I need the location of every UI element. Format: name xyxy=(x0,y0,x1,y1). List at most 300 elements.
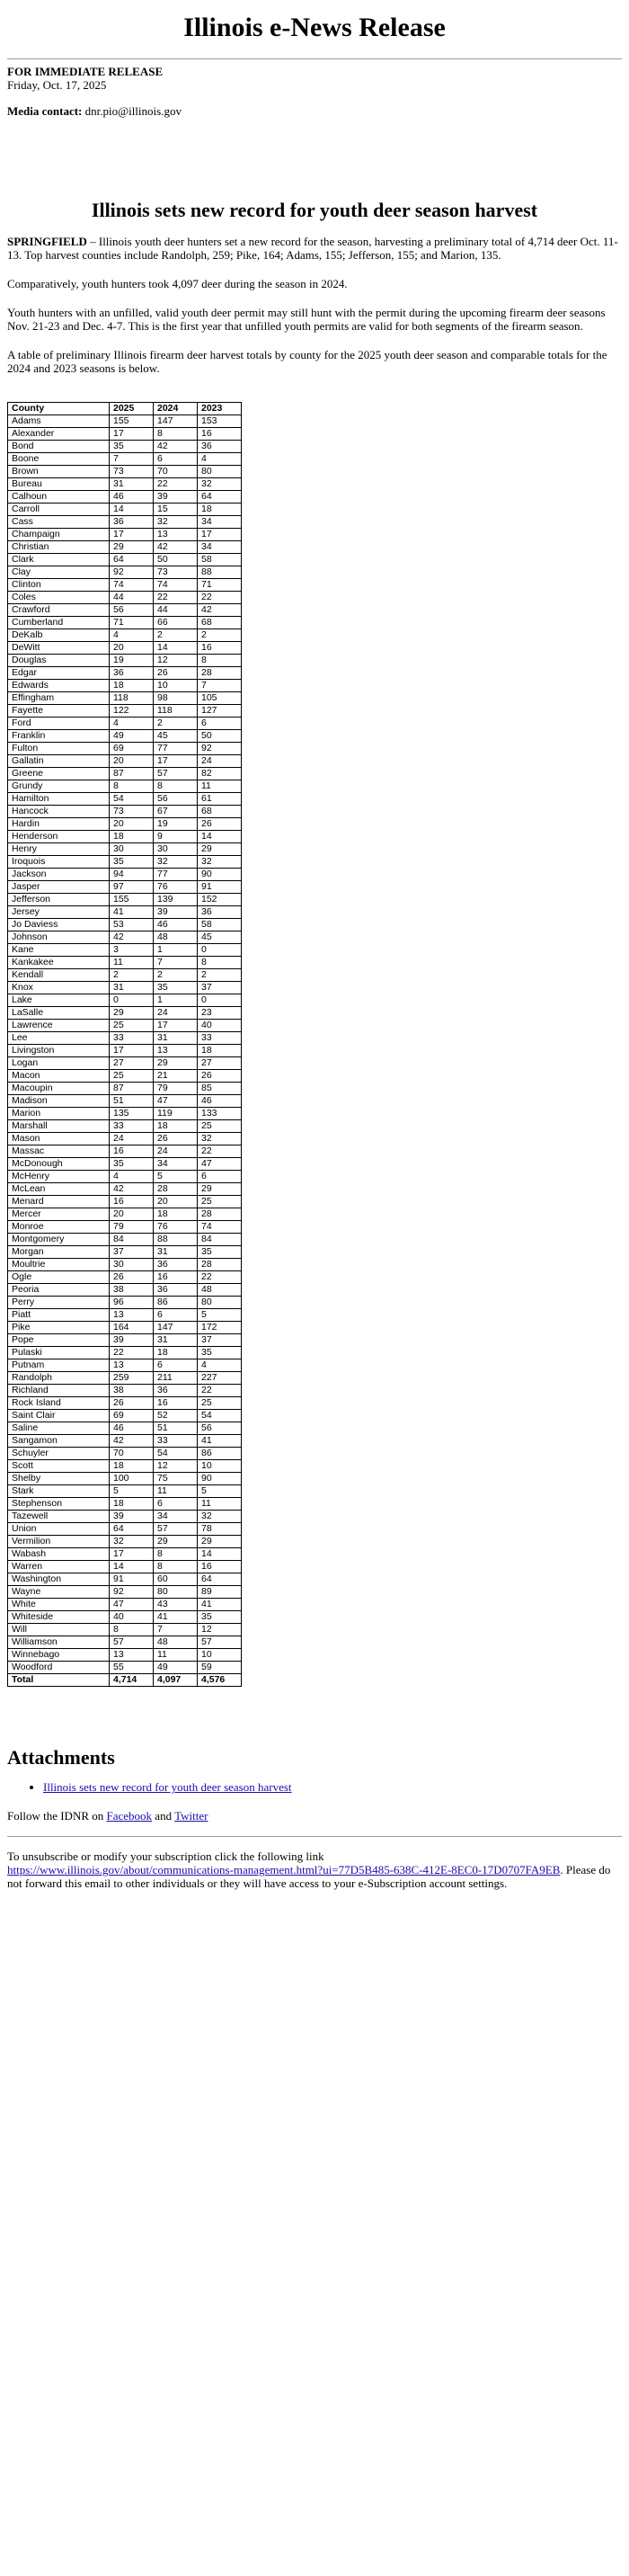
table-row xyxy=(8,894,242,906)
harvest-2025-cell: 18 xyxy=(110,831,154,843)
harvest-2023-cell: 29 xyxy=(198,843,242,856)
table-row xyxy=(8,1183,242,1196)
table-row xyxy=(8,655,242,667)
table-row xyxy=(8,1045,242,1057)
harvest-2024-cell: 13 xyxy=(154,529,198,541)
table-row xyxy=(8,1020,242,1032)
harvest-2024-cell: 33 xyxy=(154,1435,198,1448)
harvest-2024-cell: 119 xyxy=(154,1108,198,1120)
harvest-2024-cell: 1 xyxy=(154,944,198,957)
harvest-2025-cell: 8 xyxy=(110,780,154,793)
harvest-2023-cell: 25 xyxy=(198,1397,242,1410)
masthead-divider xyxy=(7,58,622,59)
county-cell: Union xyxy=(8,1523,110,1536)
harvest-2023-cell: 48 xyxy=(198,1284,242,1297)
table-row xyxy=(8,982,242,994)
harvest-2024-cell: 14 xyxy=(154,642,198,655)
harvest-2023-cell: 90 xyxy=(198,869,242,881)
table-row xyxy=(8,1385,242,1397)
harvest-2024-cell: 2 xyxy=(154,629,198,642)
county-cell: Scott xyxy=(8,1460,110,1473)
table-row xyxy=(8,642,242,655)
harvest-2024-cell: 2 xyxy=(154,718,198,730)
harvest-2025-cell: 19 xyxy=(110,655,154,667)
table-row xyxy=(8,1548,242,1561)
harvest-2023-cell: 82 xyxy=(198,768,242,780)
harvest-2025-cell: 17 xyxy=(110,529,154,541)
harvest-2024-cell: 43 xyxy=(154,1599,198,1611)
table-row xyxy=(8,1372,242,1385)
header-2024: 2024 xyxy=(154,403,198,415)
table-row xyxy=(8,768,242,780)
county-cell: Carroll xyxy=(8,504,110,516)
harvest-2023-cell: 34 xyxy=(198,516,242,529)
table-row xyxy=(8,957,242,969)
harvest-2024-cell: 16 xyxy=(154,1271,198,1284)
table-row xyxy=(8,780,242,793)
table-row xyxy=(8,516,242,529)
table-row xyxy=(8,529,242,541)
harvest-2025-cell: 87 xyxy=(110,768,154,780)
county-cell: Douglas xyxy=(8,655,110,667)
harvest-2025-cell: 64 xyxy=(110,1523,154,1536)
harvest-2025-cell: 41 xyxy=(110,906,154,919)
harvest-2024-cell: 47 xyxy=(154,1095,198,1108)
harvest-2024-cell: 32 xyxy=(154,856,198,869)
county-cell: Clay xyxy=(8,566,110,579)
harvest-2024-cell: 22 xyxy=(154,478,198,491)
harvest-2025-cell: 26 xyxy=(110,1397,154,1410)
harvest-2023-cell: 227 xyxy=(198,1372,242,1385)
harvest-2024-cell: 76 xyxy=(154,1221,198,1234)
harvest-2024-cell: 12 xyxy=(154,655,198,667)
harvest-2023-cell: 37 xyxy=(198,982,242,994)
county-cell: Fayette xyxy=(8,705,110,718)
harvest-2023-cell: 28 xyxy=(198,1259,242,1271)
county-cell: Adams xyxy=(8,415,110,428)
table-row xyxy=(8,1561,242,1573)
county-cell: Mason xyxy=(8,1133,110,1145)
county-cell: McDonough xyxy=(8,1158,110,1171)
county-cell: Coles xyxy=(8,592,110,604)
table-row xyxy=(8,680,242,692)
harvest-2025-cell: 97 xyxy=(110,881,154,894)
table-row xyxy=(8,617,242,629)
harvest-2025-cell: 36 xyxy=(110,667,154,680)
harvest-2025-cell: 47 xyxy=(110,1599,154,1611)
table-row xyxy=(8,718,242,730)
harvest-2025-cell: 14 xyxy=(110,504,154,516)
harvest-2024-cell: 29 xyxy=(154,1536,198,1548)
harvest-2025-cell: 24 xyxy=(110,1133,154,1145)
harvest-2023-cell: 57 xyxy=(198,1636,242,1649)
harvest-2024-cell: 29 xyxy=(154,1057,198,1070)
harvest-2025-cell: 18 xyxy=(110,1498,154,1511)
county-cell: Shelby xyxy=(8,1473,110,1485)
harvest-2024-cell: 31 xyxy=(154,1334,198,1347)
harvest-2024-cell: 5 xyxy=(154,1171,198,1183)
harvest-2025-cell: 46 xyxy=(110,491,154,504)
harvest-2023-cell: 92 xyxy=(198,743,242,755)
harvest-2025-cell: 26 xyxy=(110,1271,154,1284)
harvest-2023-cell: 29 xyxy=(198,1183,242,1196)
harvest-2023-cell: 11 xyxy=(198,1498,242,1511)
county-cell: Clinton xyxy=(8,579,110,592)
harvest-2025-cell: 17 xyxy=(110,1045,154,1057)
harvest-2024-cell: 35 xyxy=(154,982,198,994)
harvest-2025-cell: 164 xyxy=(110,1322,154,1334)
harvest-2025-cell: 13 xyxy=(110,1649,154,1662)
table-row xyxy=(8,994,242,1007)
harvest-2023-cell: 42 xyxy=(198,604,242,617)
harvest-2025-cell: 38 xyxy=(110,1284,154,1297)
harvest-2024-cell: 24 xyxy=(154,1145,198,1158)
county-cell: Richland xyxy=(8,1385,110,1397)
county-cell: Kane xyxy=(8,944,110,957)
harvest-2024-cell: 57 xyxy=(154,768,198,780)
table-row xyxy=(8,1649,242,1662)
harvest-2024-cell: 39 xyxy=(154,491,198,504)
table-row xyxy=(8,1322,242,1334)
county-cell: Monroe xyxy=(8,1221,110,1234)
county-cell: Hardin xyxy=(8,818,110,831)
harvest-2023-cell: 6 xyxy=(198,718,242,730)
harvest-2024-cell: 57 xyxy=(154,1523,198,1536)
harvest-2023-cell: 34 xyxy=(198,541,242,554)
county-cell: Livingston xyxy=(8,1045,110,1057)
harvest-2023-cell: 28 xyxy=(198,667,242,680)
harvest-2024-cell: 6 xyxy=(154,1359,198,1372)
harvest-2023-cell: 36 xyxy=(198,441,242,453)
county-cell: Henderson xyxy=(8,831,110,843)
table-row xyxy=(8,1422,242,1435)
harvest-2025-cell: 33 xyxy=(110,1032,154,1045)
harvest-2024-cell: 30 xyxy=(154,843,198,856)
harvest-2024-cell: 18 xyxy=(154,1347,198,1359)
harvest-2023-cell: 32 xyxy=(198,1133,242,1145)
harvest-2023-cell: 16 xyxy=(198,1561,242,1573)
paragraph-2: Comparatively, youth hunters took 4,097 deer during the season in 2024. xyxy=(7,277,348,291)
harvest-2025-cell: 4 xyxy=(110,629,154,642)
follow-and: and xyxy=(152,1809,175,1823)
harvest-2023-cell: 26 xyxy=(198,1070,242,1083)
harvest-2023-cell: 64 xyxy=(198,491,242,504)
harvest-2025-cell: 25 xyxy=(110,1070,154,1083)
county-cell: Gallatin xyxy=(8,755,110,768)
paragraph-4: A table of preliminary Illinois firearm deer harvest totals by county for the 2025 youth deer season and comparable totals for the 2024 and 2023 seasons is below. xyxy=(7,348,607,376)
table-row xyxy=(8,491,242,504)
table-row xyxy=(8,1246,242,1259)
harvest-2025-cell: 32 xyxy=(110,1536,154,1548)
attachment-link[interactable]: Illinois sets new record for youth deer season harvest xyxy=(43,1780,292,1795)
county-cell: Peoria xyxy=(8,1284,110,1297)
harvest-2023-cell: 23 xyxy=(198,1007,242,1020)
county-cell: Rock Island xyxy=(8,1397,110,1410)
table-row xyxy=(8,755,242,768)
harvest-2023-cell: 61 xyxy=(198,793,242,806)
table-row xyxy=(8,1032,242,1045)
table-row xyxy=(8,1284,242,1297)
table-row xyxy=(8,1586,242,1599)
harvest-2025-cell: 96 xyxy=(110,1297,154,1309)
table-row xyxy=(8,881,242,894)
harvest-2023-cell: 86 xyxy=(198,1448,242,1460)
harvest-2025-cell: 38 xyxy=(110,1385,154,1397)
harvest-2023-cell: 80 xyxy=(198,1297,242,1309)
header-county: County xyxy=(8,403,110,415)
harvest-2024-cell: 20 xyxy=(154,1196,198,1208)
table-row xyxy=(8,1662,242,1674)
harvest-2023-cell: 33 xyxy=(198,1032,242,1045)
release-label: FOR IMMEDIATE RELEASE xyxy=(7,65,164,78)
table-row xyxy=(8,592,242,604)
county-cell: Alexander xyxy=(8,428,110,441)
harvest-2023-cell: 133 xyxy=(198,1108,242,1120)
harvest-2025-cell: 20 xyxy=(110,755,154,768)
county-cell: Jasper xyxy=(8,881,110,894)
county-cell: Lawrence xyxy=(8,1020,110,1032)
table-row xyxy=(8,1347,242,1359)
county-cell: Massac xyxy=(8,1145,110,1158)
harvest-2025-cell: 30 xyxy=(110,843,154,856)
table-row xyxy=(8,1171,242,1183)
table-row xyxy=(8,1460,242,1473)
harvest-2024-cell: 9 xyxy=(154,831,198,843)
harvest-2023-cell: 71 xyxy=(198,579,242,592)
harvest-2024-cell: 147 xyxy=(154,1322,198,1334)
harvest-2023-cell: 35 xyxy=(198,1347,242,1359)
harvest-2023-cell: 74 xyxy=(198,1221,242,1234)
county-cell: Wayne xyxy=(8,1586,110,1599)
harvest-2023-cell: 8 xyxy=(198,957,242,969)
harvest-2024-cell: 24 xyxy=(154,1007,198,1020)
harvest-2023-cell: 41 xyxy=(198,1599,242,1611)
table-row xyxy=(8,831,242,843)
harvest-2023-cell: 36 xyxy=(198,906,242,919)
county-cell: Washington xyxy=(8,1573,110,1586)
harvest-2025-cell: 2 xyxy=(110,969,154,982)
table-row xyxy=(8,504,242,516)
table-row xyxy=(8,1611,242,1624)
harvest-2024-cell: 211 xyxy=(154,1372,198,1385)
harvest-2025-cell: 92 xyxy=(110,566,154,579)
county-cell: Morgan xyxy=(8,1246,110,1259)
harvest-2023-cell: 5 xyxy=(198,1309,242,1322)
harvest-2024-cell: 70 xyxy=(154,466,198,478)
harvest-2025-cell: 8 xyxy=(110,1624,154,1636)
follow-prefix: Follow the IDNR on xyxy=(7,1809,107,1823)
harvest-2023-cell: 45 xyxy=(198,931,242,944)
harvest-2025-cell: 49 xyxy=(110,730,154,743)
harvest-2023-cell: 89 xyxy=(198,1586,242,1599)
table-row xyxy=(8,1334,242,1347)
county-cell: Stephenson xyxy=(8,1498,110,1511)
county-cell: Whiteside xyxy=(8,1611,110,1624)
harvest-2023-cell: 68 xyxy=(198,806,242,818)
harvest-2024-cell: 13 xyxy=(154,1045,198,1057)
table-row xyxy=(8,667,242,680)
harvest-2024-cell: 28 xyxy=(154,1183,198,1196)
harvest-2023-cell: 29 xyxy=(198,1536,242,1548)
media-contact-label: Media contact: xyxy=(7,104,83,118)
unsubscribe-notice xyxy=(7,1850,622,1890)
harvest-2023-cell: 0 xyxy=(198,944,242,957)
table-row xyxy=(8,478,242,491)
harvest-2024-cell: 45 xyxy=(154,730,198,743)
county-cell: White xyxy=(8,1599,110,1611)
harvest-2024-cell: 6 xyxy=(154,1309,198,1322)
table-row xyxy=(8,1057,242,1070)
harvest-2024-cell: 118 xyxy=(154,705,198,718)
harvest-2025-cell: 37 xyxy=(110,1246,154,1259)
county-cell: Iroquois xyxy=(8,856,110,869)
harvest-2025-cell: 155 xyxy=(110,415,154,428)
harvest-2023-cell: 47 xyxy=(198,1158,242,1171)
table-row xyxy=(8,1309,242,1322)
facebook-link[interactable]: Facebook xyxy=(106,1809,153,1823)
harvest-2023-cell: 22 xyxy=(198,592,242,604)
unsubscribe-link[interactable]: https://www.illinois.gov/about/communications-management.html?ui=77D5B485-638C-412E-8EC0-17D0707FA9EB xyxy=(7,1863,561,1877)
table-row xyxy=(8,919,242,931)
county-cell: Marion xyxy=(8,1108,110,1120)
table-row xyxy=(8,931,242,944)
harvest-2024-cell: 79 xyxy=(154,1083,198,1095)
table-total-row xyxy=(8,1674,242,1687)
county-cell: Kendall xyxy=(8,969,110,982)
harvest-2025-cell: 20 xyxy=(110,642,154,655)
table-row xyxy=(8,579,242,592)
harvest-2024-cell: 32 xyxy=(154,516,198,529)
harvest-2024-cell: 147 xyxy=(154,415,198,428)
harvest-2024-cell: 8 xyxy=(154,428,198,441)
county-cell: Hancock xyxy=(8,806,110,818)
harvest-2024-cell: 73 xyxy=(154,566,198,579)
harvest-2024-cell: 74 xyxy=(154,579,198,592)
table-row xyxy=(8,806,242,818)
county-cell: Winnebago xyxy=(8,1649,110,1662)
county-cell: Pulaski xyxy=(8,1347,110,1359)
harvest-2023-cell: 32 xyxy=(198,856,242,869)
table-row xyxy=(8,1120,242,1133)
harvest-2023-cell: 10 xyxy=(198,1460,242,1473)
harvest-2024-cell: 34 xyxy=(154,1158,198,1171)
harvest-2024-cell: 36 xyxy=(154,1259,198,1271)
masthead-title: Illinois e-News Release xyxy=(183,13,446,42)
table-row xyxy=(8,843,242,856)
harvest-2024-cell: 88 xyxy=(154,1234,198,1246)
harvest-2023-cell: 153 xyxy=(198,415,242,428)
county-cell: DeWitt xyxy=(8,642,110,655)
harvest-2025-cell: 29 xyxy=(110,1007,154,1020)
harvest-2024-cell: 56 xyxy=(154,793,198,806)
county-cell: Perry xyxy=(8,1297,110,1309)
harvest-2023-cell: 172 xyxy=(198,1322,242,1334)
county-cell: Jo Daviess xyxy=(8,919,110,931)
harvest-2024-cell: 17 xyxy=(154,755,198,768)
harvest-2024-cell: 16 xyxy=(154,1397,198,1410)
harvest-2025-cell: 46 xyxy=(110,1422,154,1435)
harvest-2025-cell: 42 xyxy=(110,931,154,944)
harvest-2024-cell: 42 xyxy=(154,541,198,554)
harvest-2024-cell: 17 xyxy=(154,1020,198,1032)
total-label-cell: Total xyxy=(8,1674,110,1687)
total-2025-cell: 4,714 xyxy=(110,1674,154,1687)
table-row xyxy=(8,453,242,466)
harvest-2023-cell: 7 xyxy=(198,680,242,692)
harvest-2023-cell: 16 xyxy=(198,428,242,441)
harvest-2025-cell: 4 xyxy=(110,1171,154,1183)
county-cell: Macon xyxy=(8,1070,110,1083)
table-row xyxy=(8,1158,242,1171)
county-cell: Marshall xyxy=(8,1120,110,1133)
harvest-2025-cell: 87 xyxy=(110,1083,154,1095)
county-cell: Wabash xyxy=(8,1548,110,1561)
harvest-2023-cell: 14 xyxy=(198,1548,242,1561)
table-row xyxy=(8,869,242,881)
harvest-2025-cell: 11 xyxy=(110,957,154,969)
harvest-2025-cell: 51 xyxy=(110,1095,154,1108)
harvest-2024-cell: 19 xyxy=(154,818,198,831)
harvest-2023-cell: 0 xyxy=(198,994,242,1007)
harvest-2025-cell: 73 xyxy=(110,806,154,818)
unsubscribe-outro: . Please do not forward this email to other individuals or they will have access to your e-Subscription account settings. xyxy=(7,1863,611,1891)
county-cell: Hamilton xyxy=(8,793,110,806)
harvest-2024-cell: 6 xyxy=(154,1498,198,1511)
harvest-2025-cell: 20 xyxy=(110,1208,154,1221)
harvest-2025-cell: 18 xyxy=(110,680,154,692)
county-cell: Will xyxy=(8,1624,110,1636)
table-row xyxy=(8,554,242,566)
harvest-2025-cell: 35 xyxy=(110,441,154,453)
harvest-2023-cell: 14 xyxy=(198,831,242,843)
harvest-2024-cell: 7 xyxy=(154,957,198,969)
harvest-2023-cell: 91 xyxy=(198,881,242,894)
harvest-2023-cell: 11 xyxy=(198,780,242,793)
harvest-2024-cell: 12 xyxy=(154,1460,198,1473)
county-cell: Piatt xyxy=(8,1309,110,1322)
table-row xyxy=(8,1498,242,1511)
county-cell: Knox xyxy=(8,982,110,994)
harvest-2025-cell: 42 xyxy=(110,1435,154,1448)
harvest-2023-cell: 32 xyxy=(198,478,242,491)
table-row xyxy=(8,705,242,718)
harvest-2024-cell: 41 xyxy=(154,1611,198,1624)
county-cell: Franklin xyxy=(8,730,110,743)
harvest-2024-cell: 76 xyxy=(154,881,198,894)
harvest-2025-cell: 36 xyxy=(110,516,154,529)
harvest-2023-cell: 85 xyxy=(198,1083,242,1095)
paragraph-1 xyxy=(7,235,622,262)
attachments-heading: Attachments xyxy=(7,1746,115,1769)
harvest-2023-cell: 58 xyxy=(198,919,242,931)
harvest-2023-cell: 54 xyxy=(198,1410,242,1422)
twitter-link[interactable]: Twitter xyxy=(174,1809,208,1823)
harvest-2025-cell: 92 xyxy=(110,1586,154,1599)
harvest-2024-cell: 51 xyxy=(154,1422,198,1435)
harvest-2023-cell: 2 xyxy=(198,969,242,982)
harvest-2024-cell: 18 xyxy=(154,1120,198,1133)
harvest-2024-cell: 26 xyxy=(154,1133,198,1145)
harvest-2025-cell: 30 xyxy=(110,1259,154,1271)
harvest-2025-cell: 122 xyxy=(110,705,154,718)
release-date: Friday, Oct. 17, 2025 xyxy=(7,78,107,92)
harvest-2025-cell: 79 xyxy=(110,1221,154,1234)
harvest-2025-cell: 64 xyxy=(110,554,154,566)
harvest-2025-cell: 3 xyxy=(110,944,154,957)
harvest-2023-cell: 10 xyxy=(198,1649,242,1662)
unsubscribe-intro: To unsubscribe or modify your subscription click the following link xyxy=(7,1850,324,1864)
county-cell: Henry xyxy=(8,843,110,856)
